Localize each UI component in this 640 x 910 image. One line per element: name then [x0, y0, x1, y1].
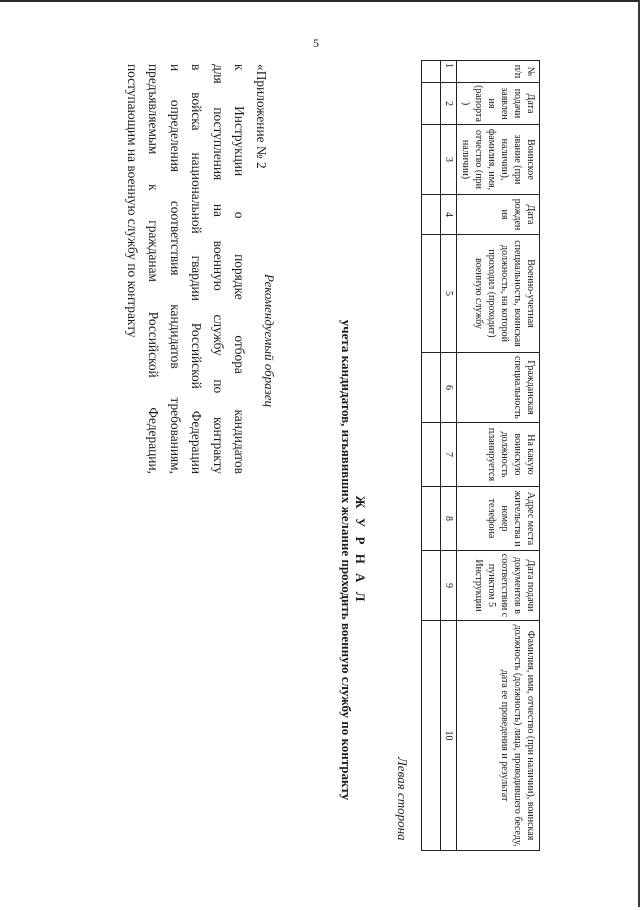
column-number: 9: [441, 551, 457, 621]
appendix-line: предъявляемым к гражданам Российской Федерации,: [146, 64, 162, 474]
left-side-label: Левая сторона: [395, 757, 410, 841]
table-header-cell: № п/п: [457, 61, 540, 83]
table-header-cell: Дата подачи заявления (рапорта): [457, 83, 540, 125]
table-header-cell: На какую воинскую должность планируется: [457, 423, 540, 487]
table-header-cell: Военно-учетная специальность, воинская должность, на которой проходил (проходит) военную службу: [457, 235, 540, 353]
table-header-cell: Фамилия, имя, отчество (при наличии), воинская должность (должность) лица, проводившего беседу, дата ее проведения и результат: [457, 621, 540, 851]
table-cell: [422, 621, 441, 851]
page-number: 5: [313, 36, 319, 50]
table-header-row: [457, 61, 540, 851]
table-cell: [422, 353, 441, 423]
column-number: 1: [441, 61, 457, 83]
table-cell: [422, 83, 441, 125]
column-number: 5: [441, 235, 457, 353]
appendix-line: к Инструкции о порядке отбора кандидатов: [232, 64, 248, 474]
table-empty-row: [422, 61, 441, 851]
column-number: 10: [441, 621, 457, 851]
table-cell: [422, 61, 441, 83]
journal-title: Ж У Р Н А Л: [353, 495, 368, 605]
scan-edge-top: [0, 0, 640, 2]
appendix-line: и определения соответствия кандидатов требованиям,: [168, 64, 183, 474]
recommended-sample-label: Рекомендуемый образец: [262, 274, 277, 408]
column-number: 8: [441, 487, 457, 551]
table-cell: [422, 235, 441, 353]
table-header-cell: Воинское звание (при наличии), фамилия, имя, отчество (при наличии): [457, 125, 540, 195]
appendix-line: для поступления на военную службу по контракту: [211, 64, 226, 474]
rotated-page-content: [20, 20, 620, 900]
table-cell: [422, 195, 441, 235]
journal-table: [421, 60, 540, 851]
table-header-cell: Дата подачи документов в соответствии с пунктом 5 Инструкции: [457, 551, 540, 621]
column-number: 6: [441, 353, 457, 423]
table-cell: [422, 551, 441, 621]
table-header-cell: Адрес места жительства и номер телефона: [457, 487, 540, 551]
table-cell: [422, 487, 441, 551]
appendix-heading: [122, 64, 273, 474]
appendix-line: поступающим на военную службу по контракту: [125, 64, 140, 338]
table-cell: [422, 125, 441, 195]
column-number: 3: [441, 125, 457, 195]
table-number-row: [441, 61, 457, 851]
column-number: 4: [441, 195, 457, 235]
column-number: 7: [441, 423, 457, 487]
table-cell: [422, 423, 441, 487]
journal-subtitle: учета кандидатов, изъявивших желание проходить военную службу по контракту: [339, 319, 354, 801]
appendix-line: «Приложение № 2: [254, 64, 269, 169]
table-header-cell: Дата рождения: [457, 195, 540, 235]
appendix-line: в войска национальной гвардии Российской Федерации: [189, 64, 205, 474]
column-number: 2: [441, 83, 457, 125]
table-header-cell: Гражданская специальность: [457, 353, 540, 423]
